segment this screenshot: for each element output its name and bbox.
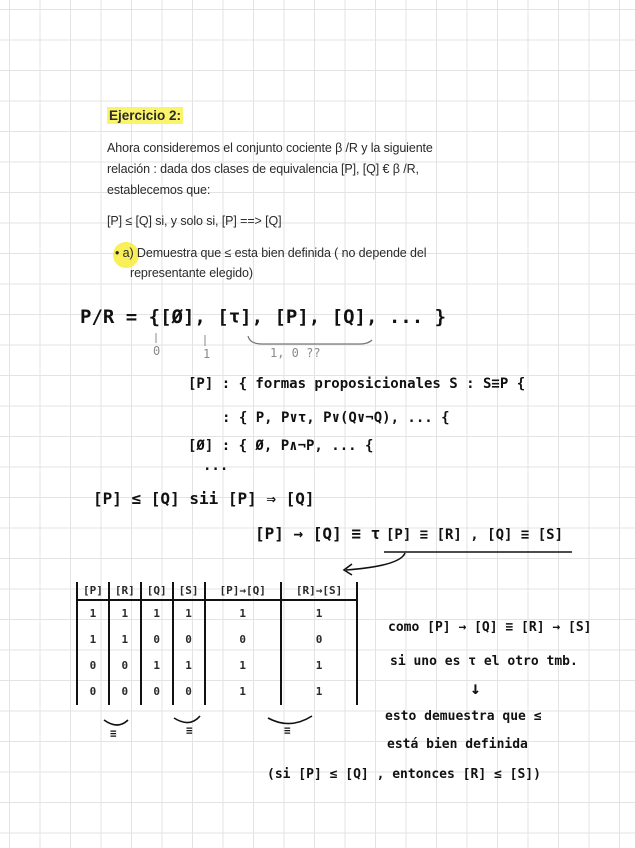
table-cell: 1: [281, 653, 357, 679]
eq-mark-implications: ≡: [284, 724, 291, 737]
table-cell: 1: [205, 653, 281, 679]
table-cell: 0: [141, 679, 173, 705]
order-definition: [P] ≤ [Q] si, y solo si, [P] ==> [Q]: [107, 214, 282, 228]
header-q: [Q]: [141, 582, 173, 600]
header-p-implies-q: [P]→[Q]: [205, 582, 281, 600]
table-cell: 1: [77, 600, 109, 627]
table-cell: 1: [281, 600, 357, 627]
table-cell: 1: [173, 600, 205, 627]
item-a-line-1: • a) Demuestra que ≤ esta bien definida ( no depende del: [115, 246, 427, 260]
arrow-to-table: [346, 553, 405, 570]
table-cell: 0: [77, 653, 109, 679]
header-r-implies-s: [R]→[S]: [281, 582, 357, 600]
eq-mark-qs: ≡: [186, 724, 193, 737]
table-cell: 1: [205, 600, 281, 627]
table-cell: 1: [77, 627, 109, 653]
brace-under-classes: [248, 336, 372, 344]
header-p: [P]: [77, 582, 109, 600]
si-uno-statement: si uno es τ el otro tmb.: [390, 654, 578, 669]
annotation-range: 1, 0 ??: [270, 346, 321, 360]
table-cell: 1: [173, 653, 205, 679]
table-cell: 0: [109, 653, 141, 679]
exercise-text-line-2: relación : dada dos clases de equivalencia [P], [Q] € β /R,: [107, 162, 419, 176]
class-p-members: : { P, P∨τ, P∨(Q∨¬Q), ... {: [222, 410, 450, 426]
class-p-definition: [P] : { formas proposicionales S : S≡P {: [188, 376, 526, 392]
table-cell: 0: [141, 627, 173, 653]
table-cell: 1: [205, 679, 281, 705]
table-cell: 1: [109, 627, 141, 653]
implication-tautology: [P] → [Q] ≡ τ: [255, 524, 381, 543]
table-cell: 0: [109, 679, 141, 705]
table-cell: 0: [77, 679, 109, 705]
como-statement: como [P] → [Q] ≡ [R] → [S]: [388, 620, 592, 635]
curve-implications: [268, 716, 312, 724]
class-empty-definition: [Ø] : { Ø, P∧¬P, ... {: [188, 438, 374, 454]
table-cell: 1: [109, 600, 141, 627]
eq-mark-pr: ≡: [110, 727, 117, 740]
conclusion-statement: (si [P] ≤ [Q] , entonces [R] ≤ [S]): [267, 767, 541, 782]
bien-definida: está bien definida: [387, 737, 528, 752]
table-cell: 0: [205, 627, 281, 653]
exercise-title: Ejercicio 2:: [109, 108, 182, 123]
table-cell: 0: [173, 627, 205, 653]
table-cell: 1: [141, 653, 173, 679]
table-cell: 0: [281, 627, 357, 653]
annotation-one: 1: [203, 347, 211, 361]
annotation-zero: 0: [153, 344, 161, 358]
class-equivalences: [P] ≡ [R] , [Q] ≡ [S]: [386, 527, 564, 543]
header-s: [S]: [173, 582, 205, 600]
exercise-text-line-3: establecemos que:: [107, 183, 211, 197]
table-cell: 1: [281, 679, 357, 705]
curve-pr: [104, 720, 128, 725]
arrow-down-icon: ↓: [470, 678, 481, 699]
esto-demuestra: esto demuestra que ≤: [385, 709, 542, 724]
header-r: [R]: [109, 582, 141, 600]
table-cell: 1: [141, 600, 173, 627]
item-a-line-2: representante elegido): [130, 266, 253, 280]
ellipsis: ...: [203, 458, 229, 474]
curve-qs: [174, 716, 200, 723]
table-cell: 0: [173, 679, 205, 705]
quotient-set: P/R = {[Ø], [τ], [P], [Q], ... }: [80, 306, 447, 328]
order-definition-handwritten: [P] ≤ [Q] sii [P] ⇒ [Q]: [93, 489, 315, 508]
exercise-text-line-1: Ahora consideremos el conjunto cociente β /R y la siguiente: [107, 141, 433, 155]
